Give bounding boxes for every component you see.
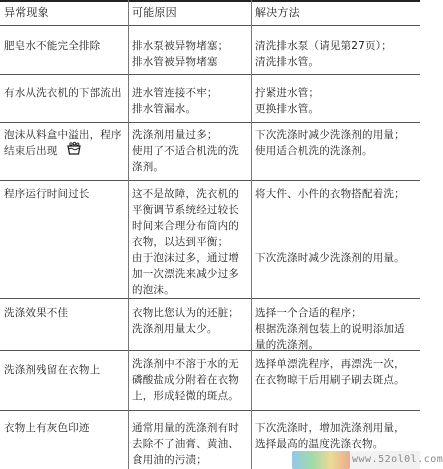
header-symptom: 异常现象 bbox=[4, 6, 49, 19]
symptom-cell: 泡沫从料盒中溢出，程序 结束后出现 bbox=[4, 129, 122, 157]
cause-cell: 进水管连接不牢； 排水管漏水。 bbox=[132, 87, 218, 115]
column-divider bbox=[251, 0, 252, 469]
header-cause: 可能原因 bbox=[132, 6, 177, 19]
watermark-text: www.52ol0l.com bbox=[352, 454, 443, 465]
solution-cell: 清洗排水泵（请见第27页）； 清洗排水管。 bbox=[255, 40, 392, 68]
cause-cell: 洗涤剂中不溶于水的无 磷酸盐成分附着在衣物 上，形成轻微的斑点。 bbox=[132, 358, 239, 402]
header-solution: 解决方法 bbox=[255, 6, 300, 19]
row-divider bbox=[0, 410, 420, 411]
cause-cell: 衣物比您认为的还脏； 洗涤剂用量太少。 bbox=[132, 307, 239, 335]
row-divider bbox=[0, 74, 420, 75]
cause-cell: 洗涤剂用量过多； 使用了不适合机洗的洗 涤剂。 bbox=[132, 129, 239, 173]
symptom-cell: 肥皂水不能完全排除 bbox=[4, 40, 101, 52]
table-top-border bbox=[0, 0, 420, 2]
solution-cell: 下次洗涤时，增加洗涤剂用量， 选择最高的温度洗涤衣物。 bbox=[255, 422, 405, 450]
site-watermark bbox=[292, 451, 443, 469]
washing-foam-icon bbox=[67, 142, 81, 156]
row-divider bbox=[0, 122, 420, 123]
solution-cell: 将大件、小件的衣物搭配着洗； 下次洗涤时减少洗涤剂的用量。 bbox=[255, 188, 405, 264]
cause-cell: 通常用量的洗涤剂有时 去除不了油膏、黄油、 食用油的污渍； bbox=[132, 422, 239, 466]
solution-cell: 选择单漂洗程序，再漂洗一次， 在衣物晾干后用刷子刷去斑点。 bbox=[255, 358, 405, 386]
header-divider bbox=[0, 25, 420, 26]
symptom-cell: 程序运行时间过长 bbox=[4, 188, 90, 200]
watermark-logo bbox=[292, 451, 350, 469]
cause-cell: 这不是故障，洗衣机的 平衡调节系统经过较长 时间来合理分布筒内的 衣物，以达到平衡； 由于泡沫过多，通过增 加一次漂洗来减少过多 的泡沫。 bbox=[132, 188, 239, 296]
row-divider bbox=[0, 298, 420, 299]
symptom-cell: 衣物上有灰色印迹 bbox=[4, 422, 90, 434]
symptom-cell: 洗涤剂残留在衣物上 bbox=[4, 364, 101, 376]
solution-cell: 下次洗涤时减少洗涤剂的用量； 使用适合机洗的洗涤剂。 bbox=[255, 129, 405, 157]
symptom-cell: 有水从洗衣机的下部流出 bbox=[4, 87, 122, 99]
solution-cell: 选择一个合适的程序； 根据洗涤剂包装上的说明添加适 量的洗涤剂。 bbox=[255, 307, 405, 351]
symptom-cell: 洗涤效果不佳 bbox=[4, 307, 69, 319]
column-divider bbox=[128, 0, 129, 469]
cause-cell: 排水泵被异物堵塞； 排水管被异物堵塞 bbox=[132, 40, 229, 68]
solution-cell: 拧紧进水管； 更换排水管。 bbox=[255, 87, 320, 115]
row-divider bbox=[0, 180, 420, 181]
